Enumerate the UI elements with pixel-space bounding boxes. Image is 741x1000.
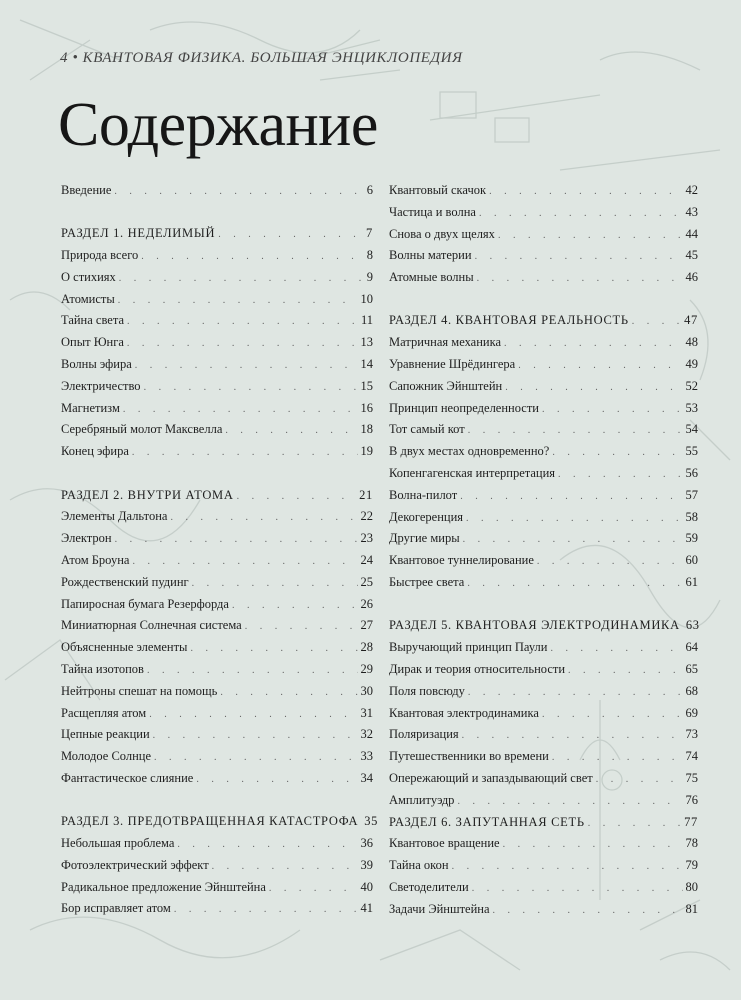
toc-entry[interactable]: [389, 485, 698, 507]
toc-page-number: 6: [366, 183, 373, 197]
toc-page-number: 76: [685, 792, 698, 807]
toc-entry[interactable]: [389, 507, 698, 529]
dot-leader: [467, 573, 682, 595]
toc-page-number: 59: [685, 531, 698, 546]
toc-entry-title: Опережающий и запаздывающий свет: [389, 770, 593, 785]
toc-entry-title: Магнетизм: [61, 400, 120, 415]
dot-leader: [245, 616, 358, 638]
dot-leader: [149, 704, 357, 726]
toc-entry-title: Декогеренция: [389, 509, 464, 524]
dot-leader: [123, 399, 358, 421]
toc-section-heading[interactable]: [61, 223, 373, 245]
dot-leader: [479, 203, 683, 225]
toc-entry-title: Расщепляя атом: [61, 705, 147, 720]
toc-page-number: 35: [364, 814, 379, 829]
toc-entry[interactable]: [61, 419, 373, 441]
dot-leader: [177, 834, 357, 856]
dot-leader: [468, 682, 683, 704]
dot-leader: [220, 682, 357, 704]
toc-entry-title: Элементы Дальтона: [61, 509, 168, 524]
toc-entry-title: Опыт Юнга: [61, 335, 124, 350]
toc-entry-title: РАЗДЕЛ 3. ПРЕДОТВРАЩЕННАЯ КАТАСТРОФА: [61, 814, 359, 829]
toc-spacer: [61, 463, 373, 485]
toc-entry[interactable]: [389, 441, 698, 463]
toc-page-number: 73: [685, 727, 698, 742]
toc-page-number: 32: [360, 727, 373, 742]
toc-entry-title: РАЗДЕЛ 2. ВНУТРИ АТОМА: [61, 487, 234, 502]
toc-page-number: 54: [685, 422, 698, 437]
toc-entry-title: Природа всего: [61, 248, 139, 263]
dot-leader: [588, 813, 681, 835]
toc-entry[interactable]: [389, 354, 698, 376]
toc-entry[interactable]: [389, 681, 698, 703]
toc-page-number: 57: [685, 487, 698, 502]
dot-leader: [147, 660, 358, 682]
toc-page-number: 46: [685, 270, 698, 285]
toc-page-number: 56: [685, 466, 698, 481]
dot-leader: [462, 725, 683, 747]
toc-entry-title: Тайна изотопов: [61, 661, 144, 676]
toc-entry-title: Конец эфира: [61, 444, 129, 459]
toc-page-number: 43: [685, 204, 698, 219]
toc-entry-title: Сапожник Эйнштейн: [389, 378, 503, 393]
dot-leader: [196, 769, 357, 791]
toc-page-number: 80: [685, 879, 698, 894]
toc-entry[interactable]: [389, 637, 698, 659]
toc-page-number: 18: [360, 422, 373, 437]
dot-leader: [460, 486, 682, 508]
toc-entry-title: Тот самый кот: [389, 422, 465, 437]
page-title: Содержание: [58, 91, 378, 159]
toc-page-number: 10: [360, 291, 373, 306]
toc-entry-title: Поля повсюду: [389, 683, 465, 698]
dot-leader: [558, 464, 682, 486]
running-head: 4 • КВАНТОВАЯ ФИЗИКА. БОЛЬШАЯ ЭНЦИКЛОПЕДИЯ: [60, 50, 463, 66]
toc-page-number: 81: [685, 901, 698, 916]
toc-entry[interactable]: [389, 768, 698, 790]
toc-entry[interactable]: [61, 441, 373, 463]
toc-entry[interactable]: [61, 376, 373, 398]
toc-page-number: 63: [685, 618, 700, 633]
dot-leader: [132, 442, 358, 464]
toc-entry-title: Рождественский пудинг: [61, 574, 189, 589]
dot-leader: [127, 311, 358, 333]
toc-entry-title: Быстрее света: [389, 575, 465, 590]
toc-page-number: 75: [685, 770, 698, 785]
toc-entry[interactable]: [389, 899, 698, 921]
dot-leader: [118, 290, 358, 312]
toc-page-number: 58: [685, 509, 698, 524]
toc-entry[interactable]: [389, 180, 698, 202]
toc-entry-title: Миниатюрная Солнечная система: [61, 618, 242, 633]
dot-leader: [170, 507, 357, 529]
toc-entry[interactable]: [389, 245, 698, 267]
toc-page-number: 28: [360, 640, 373, 655]
toc-page-number: 22: [360, 509, 373, 524]
toc-page-number: 31: [360, 705, 373, 720]
dot-leader: [144, 377, 358, 399]
toc-entry-title: Тайна окон: [389, 858, 449, 873]
toc-left-column: [61, 180, 379, 920]
toc-page-number: 7: [366, 226, 373, 241]
toc-entry-title: Тайна света: [61, 313, 125, 328]
toc-page-number: 8: [366, 248, 373, 263]
toc-entry[interactable]: [389, 833, 698, 855]
dot-leader: [568, 660, 682, 682]
toc-entry[interactable]: [389, 332, 698, 354]
toc-page-number: 69: [685, 705, 698, 720]
toc-entry-title: Серебряный молот Максвелла: [61, 422, 223, 437]
dot-leader: [135, 355, 358, 377]
dot-leader: [237, 486, 357, 508]
toc-entry-title: Молодое Солнце: [61, 749, 152, 764]
dot-leader: [452, 856, 683, 878]
toc-entry-title: Копенгагенская интерпретация: [389, 466, 556, 481]
toc-page-number: 33: [360, 749, 373, 764]
toc-page-number: 78: [685, 836, 698, 851]
dot-leader: [153, 725, 358, 747]
toc-page-number: 30: [360, 683, 373, 698]
toc-page-number: 74: [685, 749, 698, 764]
toc-entry-title: Введение: [61, 183, 112, 197]
toc-entry[interactable]: [389, 202, 698, 224]
toc-entry-title: Квантовое вращение: [389, 836, 500, 851]
dot-leader: [212, 856, 358, 878]
dot-leader: [269, 878, 358, 900]
toc-page-number: 60: [685, 553, 698, 568]
toc-entry-title: Поляризация: [389, 727, 459, 742]
dot-leader: [127, 333, 358, 355]
dot-leader: [475, 246, 683, 268]
toc-page-number: 39: [360, 857, 373, 872]
toc-entry[interactable]: [389, 224, 698, 246]
toc-entry-title: РАЗДЕЛ 4. КВАНТОВАЯ РЕАЛЬНОСТЬ: [389, 313, 629, 328]
dot-leader: [503, 834, 683, 856]
toc-entry-title: Волна-пилот: [389, 487, 458, 502]
dot-leader: [218, 224, 363, 246]
dot-leader: [225, 420, 357, 442]
toc-entry[interactable]: [61, 528, 373, 550]
toc-entry[interactable]: [61, 180, 373, 202]
toc-entry-title: Путешественники во времени: [389, 749, 549, 764]
toc-section-heading[interactable]: [61, 811, 379, 833]
toc-page-number: 55: [685, 444, 698, 459]
toc-page-number: 49: [685, 357, 698, 372]
toc-page-number: 61: [685, 575, 698, 590]
toc-entry[interactable]: [61, 833, 373, 855]
dot-leader: [463, 529, 683, 551]
toc-spacer: [61, 202, 373, 224]
toc-page-number: 24: [360, 552, 373, 567]
toc-entry[interactable]: [389, 877, 698, 899]
toc-entry[interactable]: [61, 615, 373, 637]
toc-entry[interactable]: [61, 289, 373, 311]
toc-page-number: 77: [684, 814, 698, 829]
toc-page-number: 13: [360, 335, 373, 350]
toc-entry[interactable]: [61, 637, 373, 659]
toc-entry-title: Радикальное предложение Эйнштейна: [61, 879, 266, 894]
dot-leader: [154, 747, 357, 769]
dot-leader: [115, 529, 358, 551]
toc-entry[interactable]: [61, 354, 373, 376]
toc-entry-title: Квантовая электродинамика: [389, 705, 539, 720]
toc-entry[interactable]: [389, 746, 698, 768]
toc-entry[interactable]: [389, 790, 698, 812]
toc-entry-title: Принцип неопределенности: [389, 400, 539, 415]
toc-spacer: [61, 790, 373, 812]
dot-leader: [542, 399, 683, 421]
toc-entry[interactable]: [389, 528, 698, 550]
toc-entry-title: Атомисты: [61, 291, 115, 306]
toc-spacer: [389, 594, 698, 616]
toc-entry[interactable]: [61, 768, 373, 790]
toc-page-number: 36: [360, 836, 373, 851]
toc-entry-title: Объясненные элементы: [61, 640, 188, 655]
dot-leader: [498, 225, 683, 247]
dot-leader: [477, 268, 683, 290]
toc-entry-title: Матричная механика: [389, 335, 502, 350]
toc-entry[interactable]: [61, 594, 373, 616]
dot-leader: [174, 899, 358, 921]
toc-entry[interactable]: [61, 877, 373, 899]
toc-page-number: 40: [360, 879, 373, 894]
toc-entry-title: Волны материи: [389, 248, 472, 263]
dot-leader: [493, 900, 683, 922]
dot-leader: [468, 420, 683, 442]
dot-leader: [552, 747, 683, 769]
toc-entry[interactable]: [389, 419, 698, 441]
dot-leader: [141, 246, 363, 268]
toc-entry-title: РАЗДЕЛ 6. ЗАПУТАННАЯ СЕТЬ: [389, 814, 585, 829]
toc-entry-title: Уравнение Шрёдингера: [389, 357, 516, 372]
toc-entry-title: Задачи Эйнштейна: [389, 901, 490, 916]
toc-entry[interactable]: [61, 659, 373, 681]
dot-leader: [552, 442, 682, 464]
dot-leader: [232, 595, 358, 617]
toc-entry-title: Другие миры: [389, 531, 460, 546]
toc-entry-title: Выручающий принцип Паули: [389, 640, 548, 655]
toc-page-number: 9: [366, 269, 373, 284]
toc-page-number: 15: [360, 378, 373, 393]
dot-leader: [457, 791, 682, 813]
toc-entry[interactable]: [389, 703, 698, 725]
toc-section-heading[interactable]: [389, 310, 698, 332]
toc-entry-title: Волны эфира: [61, 357, 132, 372]
toc-entry[interactable]: [389, 398, 698, 420]
toc-section-heading[interactable]: [61, 485, 373, 507]
toc-entry[interactable]: [389, 724, 698, 746]
dot-leader: [489, 181, 682, 203]
toc-spacer: [389, 289, 698, 311]
toc-entry[interactable]: [389, 855, 698, 877]
dot-leader: [190, 638, 357, 660]
toc-page-number: 48: [685, 335, 698, 350]
toc-entry[interactable]: [61, 572, 373, 594]
toc-entry[interactable]: [61, 398, 373, 420]
toc-page-number: 68: [685, 683, 698, 698]
toc-entry-title: Атомные волны: [389, 270, 474, 285]
toc-entry-title: В двух местах одновременно?: [389, 444, 550, 459]
toc-entry[interactable]: [61, 550, 373, 572]
toc-page-number: 41: [360, 901, 373, 916]
toc-page-number: 11: [360, 313, 373, 328]
toc-entry-title: Светоделители: [389, 879, 469, 894]
toc-entry[interactable]: [61, 332, 373, 354]
toc-entry[interactable]: [61, 681, 373, 703]
toc-entry-title: Квантовое туннелирование: [389, 553, 534, 568]
toc-page-number: 79: [685, 858, 698, 873]
toc-page-number: 21: [359, 487, 373, 502]
toc-entry-title: Папиросная бумага Резерфорда: [61, 596, 229, 611]
toc-entry[interactable]: [61, 267, 373, 289]
toc-entry[interactable]: [61, 506, 373, 528]
toc-page-number: 47: [684, 313, 698, 328]
toc-entry[interactable]: [389, 267, 698, 289]
toc-entry-title: РАЗДЕЛ 5. КВАНТОВАЯ ЭЛЕКТРОДИНАМИКА: [389, 618, 680, 633]
dot-leader: [505, 377, 682, 399]
toc-entry[interactable]: [389, 659, 698, 681]
toc-entry-title: Амплитуэдр: [389, 792, 455, 807]
dot-leader: [537, 551, 683, 573]
toc-page-number: 19: [360, 444, 373, 459]
toc-entry[interactable]: [61, 724, 373, 746]
toc-entry-title: Дирак и теория относительности: [389, 661, 566, 676]
toc-entry[interactable]: [61, 898, 373, 920]
toc-entry-title: Квантовый скачок: [389, 183, 487, 197]
toc-entry[interactable]: [389, 572, 698, 594]
toc-page-number: 44: [685, 226, 698, 241]
dot-leader: [472, 878, 683, 900]
toc-page-number: 14: [360, 357, 373, 372]
dot-leader: [466, 508, 682, 530]
toc-entry-title: Небольшая проблема: [61, 836, 175, 851]
dot-leader: [504, 333, 682, 355]
toc-entry-title: Снова о двух щелях: [389, 226, 495, 241]
toc-entry[interactable]: [61, 855, 373, 877]
toc-page-number: 45: [685, 248, 698, 263]
toc-page-number: 64: [685, 640, 698, 655]
toc-page-number: 27: [360, 618, 373, 633]
toc-entry[interactable]: [61, 703, 373, 725]
dot-leader: [550, 638, 682, 660]
toc-page-number: 52: [685, 378, 698, 393]
toc-page-number: 53: [685, 400, 698, 415]
toc-entry[interactable]: [389, 463, 698, 485]
toc-entry-title: Цепные реакции: [61, 727, 150, 742]
toc-entry[interactable]: [389, 550, 698, 572]
toc-page-number: 16: [360, 400, 373, 415]
toc-page-number: 29: [360, 661, 373, 676]
toc-entry[interactable]: [61, 310, 373, 332]
dot-leader: [192, 573, 358, 595]
toc-entry-title: Атом Броуна: [61, 552, 130, 567]
toc-section-heading[interactable]: [389, 615, 698, 637]
toc-page-number: 34: [360, 770, 373, 785]
toc-entry-title: Бор исправляет атом: [61, 901, 171, 916]
toc-entry-title: Электричество: [61, 378, 141, 393]
toc-entry[interactable]: [61, 746, 373, 768]
toc-page-number: 23: [360, 531, 373, 546]
dot-leader: [518, 355, 682, 377]
toc-right-column: [389, 180, 698, 921]
toc-page-number: 65: [685, 661, 698, 676]
dot-leader: [542, 704, 683, 726]
toc-page-number: 25: [360, 574, 373, 589]
dot-leader: [114, 181, 363, 203]
dot-leader: [596, 769, 683, 791]
toc-entry-title: О стихиях: [61, 269, 116, 284]
dot-leader: [119, 268, 364, 290]
toc-entry-title: РАЗДЕЛ 1. НЕДЕЛИМЫЙ: [61, 226, 216, 241]
toc-entry-title: Нейтроны спешат на помощь: [61, 683, 218, 698]
dot-leader: [632, 311, 681, 333]
toc-entry-title: Электрон: [61, 531, 112, 546]
toc-entry-title: Фотоэлектрический эффект: [61, 857, 209, 872]
toc-entry-title: Фантастическое слияние: [61, 770, 194, 785]
toc-page-number: 42: [685, 183, 698, 197]
toc-entry-title: Частица и волна: [389, 204, 476, 219]
toc-page-number: 26: [360, 596, 373, 611]
toc-entry[interactable]: [389, 376, 698, 398]
toc-entry[interactable]: [61, 245, 373, 267]
dot-leader: [132, 551, 357, 573]
toc-section-heading[interactable]: [389, 812, 698, 834]
